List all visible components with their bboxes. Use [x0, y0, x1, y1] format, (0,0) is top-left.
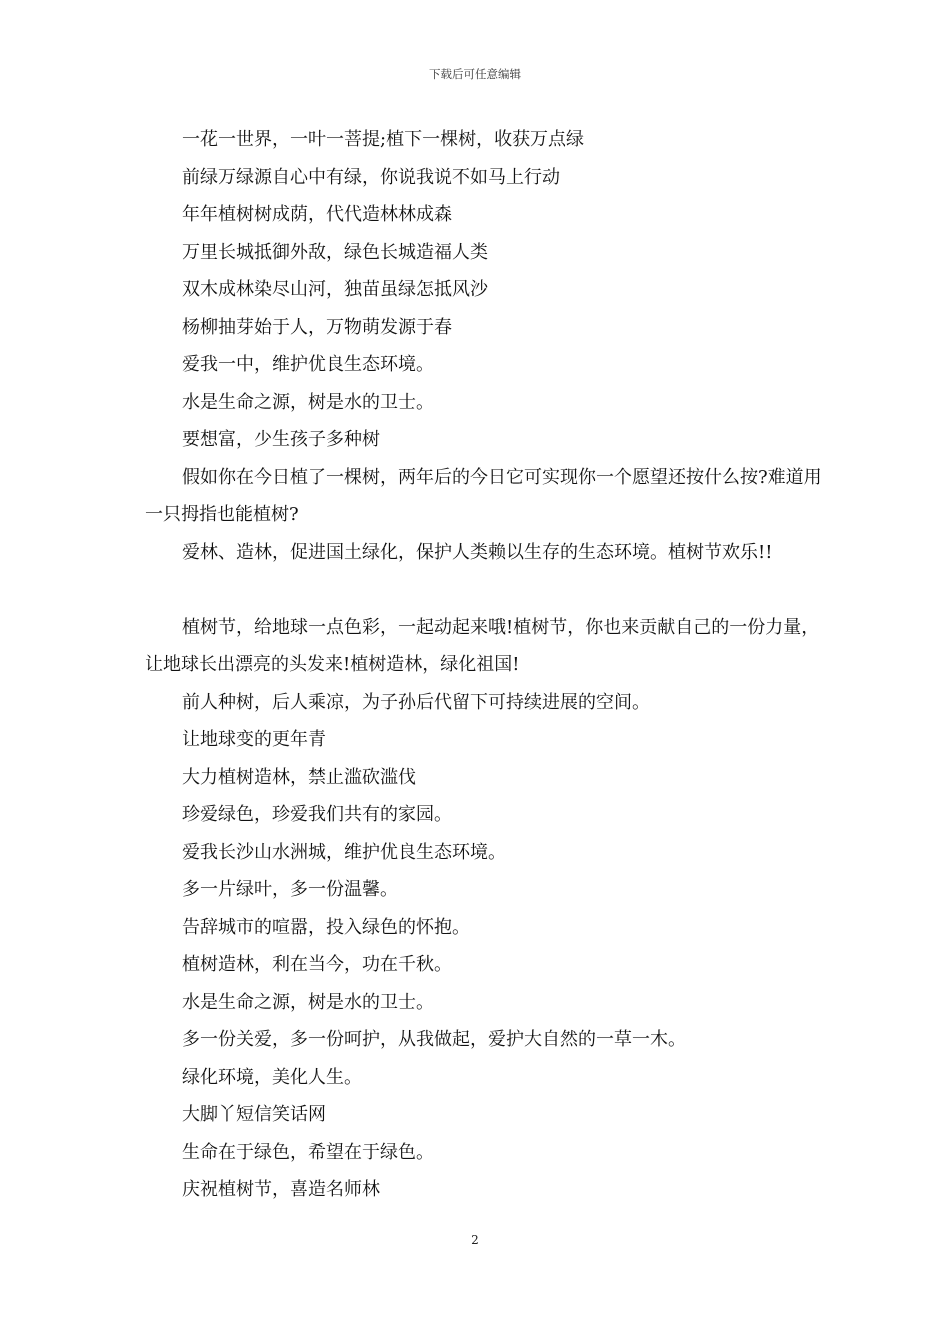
paragraph: 爱林、造林，促进国土绿化，保护人类赖以生存的生态环境。植树节欢乐!! — [182, 541, 773, 563]
paragraph: 生命在于绿色，希望在于绿色。 — [182, 1141, 434, 1163]
paragraph: 绿化环境，美化人生。 — [182, 1066, 362, 1088]
paragraph: 植树造林，利在当今，功在千秋。 — [182, 954, 452, 975]
paragraph: 爱我一中，维护优良生态环境。 — [182, 354, 434, 375]
paragraph: 告辞城市的喧嚣，投入绿色的怀抱。 — [182, 916, 470, 938]
paragraph: 水是生命之源，树是水的卫士。 — [182, 991, 434, 1013]
paragraph: 前绿万绿源自心中有绿，你说我说不如马上行动 — [182, 166, 560, 188]
paragraph: 前人种树，后人乘凉，为子孙后代留下可持续进展的空间。 — [182, 691, 650, 713]
page-header: 下载后可任意编辑 — [429, 67, 521, 81]
paragraph: 杨柳抽芽始于人，万物萌发源于春 — [182, 316, 452, 338]
paragraph: 要想富，少生孩子多种树 — [182, 429, 380, 450]
page-number: 2 — [471, 1233, 479, 1247]
paragraph: 爱我长沙山水洲城，维护优良生态环境。 — [182, 841, 506, 863]
paragraph: 大脚丫短信笑话网 — [182, 1104, 326, 1125]
document-body — [145, 121, 825, 1209]
paragraph: 一花一世界，一叶一菩提;植下一棵树，收获万点绿 — [182, 129, 585, 150]
paragraph: 双木成林染尽山河，独苗虽绿怎抵风沙 — [182, 279, 488, 300]
paragraph: 多一份关爱，多一份呵护，从我做起，爱护大自然的一草一木。 — [182, 1029, 686, 1050]
paragraph: 庆祝植树节，喜造名师林 — [182, 1179, 380, 1200]
paragraph: 让地球变的更年青 — [182, 729, 326, 750]
paragraph: 植树节，给地球一点色彩，一起动起来哦!植树节，你也来贡献自己的一份力量，让地球长出漂亮的头发来!植树造林，绿化祖国! — [145, 616, 820, 675]
paragraph: 多一片绿叶，多一份温馨。 — [182, 879, 398, 900]
blank-line — [145, 571, 825, 609]
paragraph: 万里长城抵御外敌，绿色长城造福人类 — [182, 241, 488, 263]
paragraph: 大力植树造林，禁止滥砍滥伐 — [182, 766, 416, 788]
paragraph: 年年植树树成荫，代代造林林成森 — [182, 204, 452, 225]
paragraph: 水是生命之源，树是水的卫士。 — [182, 391, 434, 413]
paragraph: 珍爱绿色，珍爱我们共有的家园。 — [182, 804, 452, 825]
paragraph: 假如你在今日植了一棵树，两年后的今日它可实现你一个愿望还按什么按?难道用一只拇指也能植树? — [145, 466, 822, 525]
